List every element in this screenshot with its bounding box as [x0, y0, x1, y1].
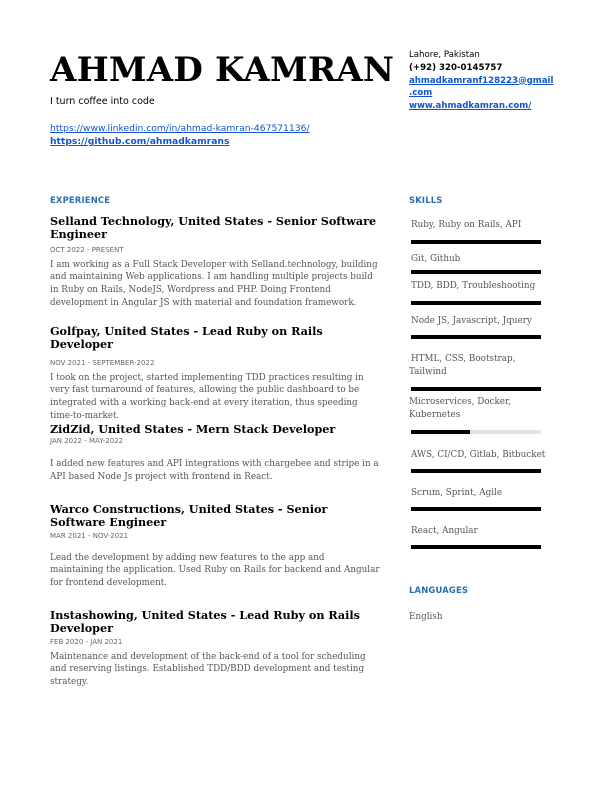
skill-bar: [411, 240, 541, 244]
skill-bar: [411, 545, 541, 549]
job-date: MAR 2021 - NOV-2021: [50, 531, 129, 540]
job-date: NOV 2021 - SEPTEMBER-2022: [50, 358, 155, 367]
job-entry-golfpay: [50, 325, 380, 422]
job-date: JAN 2022 - MAY-2022: [50, 437, 124, 446]
job-description: I added new features and API integrations with chargebee and stripe in a API based Node Js project with frontend in React.: [50, 459, 379, 482]
phone-number: (+92) 320-0145757: [409, 62, 503, 73]
skill-label: Scrum, Sprint, Agile: [411, 488, 503, 498]
job-title: ZidZid, United States - Mern Stack Developer: [50, 422, 336, 436]
skill-label: Git, Github: [411, 254, 461, 264]
skill-bar-fill: [411, 545, 541, 549]
contact-block: [409, 49, 554, 113]
job-entry-instashowing: [50, 609, 380, 689]
job-description: I took on the project, started implementing TDD practices resulting in very fast turnaround of features, allowing the public dashboard to be integrated with a working back-end at every iteration, thus speeding time-to-market.: [50, 372, 364, 421]
job-date: OCT 2022 - PRESENT: [50, 245, 124, 254]
email-link-line2[interactable]: .com: [409, 88, 433, 99]
job-entry-warco: [50, 503, 380, 590]
job-title: Instashowing, United States - Lead Ruby on Rails Developer: [50, 608, 360, 636]
skill-bar: [411, 270, 541, 274]
skill-bar: [411, 507, 541, 511]
skill-bar: [411, 469, 541, 473]
location: Lahore, Pakistan: [409, 50, 480, 60]
job-description: Lead the development by adding new features to the app and maintaining the application. Used Ruby on Rails for backend and Angular for frontend development.: [50, 552, 380, 588]
skills-section-title: SKILLS: [409, 195, 443, 205]
languages-section-title: LANGUAGES: [409, 585, 469, 595]
job-entry-zidzid: [50, 423, 380, 484]
job-description: Maintenance and development of the back-end of a tool for scheduling and reserving listings. Established TDD/BDD development and testing strategy.: [50, 651, 366, 687]
skill-bar-fill: [411, 387, 541, 391]
skill-bar-fill: [411, 270, 541, 274]
job-date: FEB 2020 - JAN 2021: [50, 637, 123, 646]
skill-bar: [411, 301, 541, 305]
job-title: Warco Constructions, United States - Senior Software Engineer: [50, 502, 328, 530]
email-link-line1[interactable]: ahmadkamranf128223@gmail: [409, 75, 554, 86]
skill-label: AWS, CI/CD, Gitlab, Bitbucket: [411, 450, 546, 460]
job-description: I am working as a Full Stack Developer with Selland.technology, building and maintaining Web applications. I am handling multiple projects build in Ruby on Rails, NodeJS, Wordpress and PHP. Doing Frontend development in Angular JS with material and foundation framework.: [50, 259, 378, 308]
language-item: English: [409, 612, 443, 622]
skill-label: HTML, CSS, Bootstrap, Tailwind: [409, 354, 516, 378]
skill-label: Microservices, Docker, Kubernetes: [409, 397, 512, 421]
skill-bar-fill: [411, 507, 541, 511]
skill-label: Ruby, Ruby on Rails, API: [411, 220, 522, 230]
skill-bar-fill: [411, 301, 541, 305]
skill-bar-fill: [411, 240, 541, 244]
skill-bar: [411, 335, 541, 339]
job-entry-selland: [50, 215, 380, 309]
skill-bar-fill: [411, 469, 541, 473]
skill-label: Node JS, Javascript, Jquery: [411, 316, 532, 326]
skill-bar-fill: [411, 335, 541, 339]
skill-label: TDD, BDD, Troubleshooting: [411, 281, 536, 291]
github-link[interactable]: https://github.com/ahmadkamrans: [50, 136, 230, 147]
linkedin-link[interactable]: https://www.linkedin.com/in/ahmad-kamran-467571136/: [50, 123, 310, 134]
experience-section-title: EXPERIENCE: [50, 195, 111, 205]
skill-label: React, Angular: [411, 526, 478, 536]
skill-bar: [411, 387, 541, 391]
resume-name: AHMAD KAMRAN: [50, 50, 395, 90]
job-title: Selland Technology, United States - Senior Software Engineer: [50, 214, 377, 242]
website-link[interactable]: www.ahmadkamran.com/: [409, 101, 532, 112]
tagline: I turn coffee into code: [50, 96, 155, 107]
job-title: Golfpay, United States - Lead Ruby on Rails Developer: [50, 324, 323, 352]
skill-bar: [411, 430, 541, 434]
skill-bar-fill: [411, 430, 470, 434]
